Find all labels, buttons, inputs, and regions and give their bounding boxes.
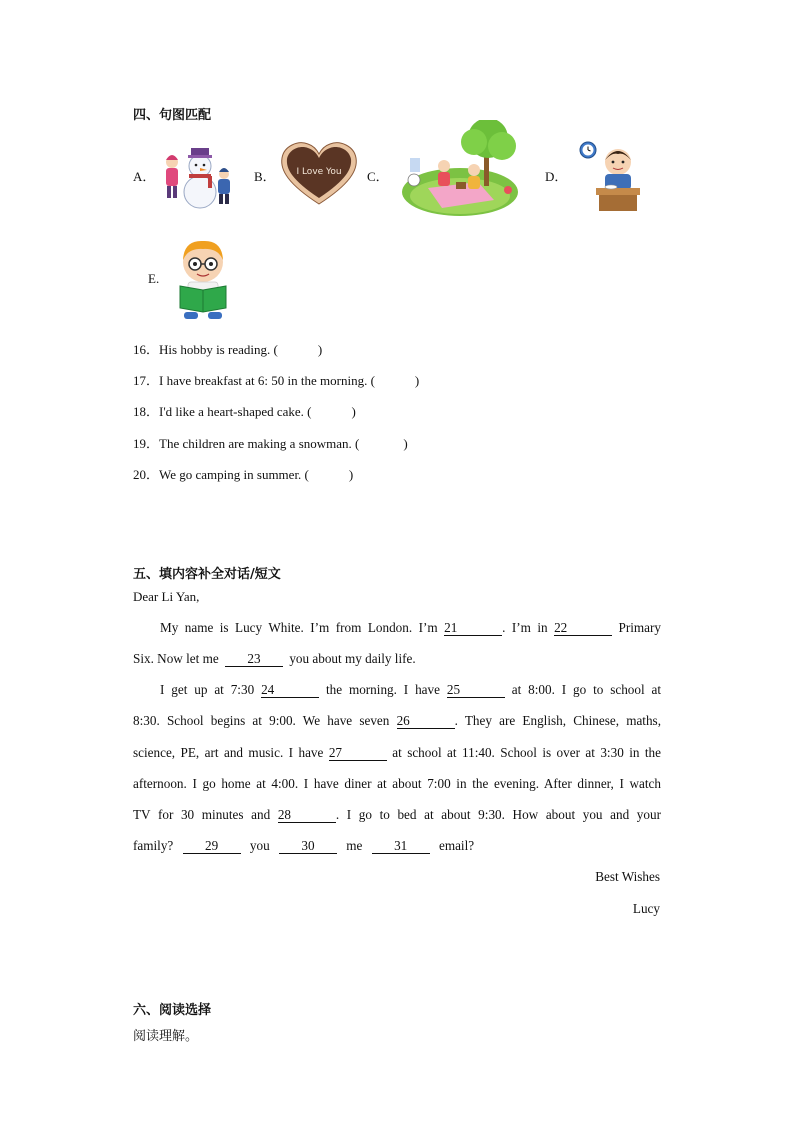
line-text: Primary — [618, 620, 662, 635]
question-20 — [133, 464, 353, 483]
question-close: ) — [348, 467, 354, 482]
line-text: . I go to bed at about 9:30. How about you and your — [335, 807, 661, 822]
line-text: the morning. I have — [325, 682, 440, 697]
snowman-children-image — [160, 140, 238, 212]
letter-line-4 — [133, 713, 661, 729]
line-text: afternoon. I go home at 4:00. I have diner at about 7:00 in the evening. After dinner, I watch — [133, 776, 661, 791]
question-number: 20． — [133, 467, 160, 482]
line-text: family? — [133, 838, 174, 853]
line-text: email? — [438, 838, 475, 853]
line-text: 8:30. School begins at 9:00. We have seven — [133, 713, 390, 728]
letter-signature: Lucy — [632, 901, 660, 916]
section-6-title: 六、阅读选择 — [133, 1003, 212, 1018]
question-19 — [133, 433, 408, 452]
blank-23[interactable]: 23 — [225, 652, 283, 667]
letter-line-2 — [133, 651, 416, 667]
section-6-instruction: 阅读理解。 — [133, 1029, 199, 1044]
question-number: 19． — [133, 436, 160, 451]
letter-line-6 — [133, 776, 661, 792]
question-17 — [133, 370, 419, 389]
question-text: I'd like a heart-shaped cake. ( — [159, 404, 312, 419]
blank-22[interactable]: 22 — [554, 621, 612, 636]
blank-31[interactable]: 31 — [372, 839, 430, 854]
question-close: ) — [414, 373, 420, 388]
letter-closing: Best Wishes — [595, 869, 660, 884]
blank-29[interactable]: 29 — [183, 839, 241, 854]
section-5-title: 五、填内容补全对话/短文 — [133, 567, 281, 582]
option-label-c: C． — [367, 169, 389, 184]
letter-line-1: My name is Lucy White. I’m from London. I’m 21 . I’m in 22 Primary — [160, 620, 662, 635]
option-label-e: E. — [148, 271, 160, 286]
blank-26[interactable]: 26 — [397, 714, 455, 729]
line-text: . They are English, Chinese, maths, — [454, 713, 661, 728]
line-text: My name is Lucy White. I’m from London. I’m — [160, 620, 438, 635]
blank-28[interactable]: 28 — [278, 808, 336, 823]
line-text: I’m in — [511, 620, 548, 635]
line-text: Six. Now let me — [133, 651, 219, 666]
question-text: The children are making a snowman. ( — [159, 436, 360, 451]
option-label-a: A． — [133, 169, 156, 184]
line-text: TV for 30 minutes and — [133, 807, 271, 822]
blank-27[interactable]: 27 — [329, 746, 387, 761]
question-16 — [133, 339, 322, 358]
question-text: I have breakfast at 6: 50 in the morning. ( — [159, 373, 375, 388]
blank-30[interactable]: 30 — [279, 839, 337, 854]
blank-25[interactable]: 25 — [447, 683, 505, 698]
picnic-image — [398, 120, 523, 220]
blank-24[interactable]: 24 — [261, 683, 319, 698]
letter-line-7 — [133, 807, 661, 823]
reading-boy-image — [170, 236, 236, 324]
question-text: His hobby is reading. ( — [159, 342, 278, 357]
heart-cake-text: I Love You — [296, 167, 342, 177]
question-number: 18． — [133, 404, 160, 419]
question-close: ) — [317, 342, 323, 357]
question-number: 17． — [133, 373, 160, 388]
option-label-d: D． — [545, 169, 568, 184]
question-close: ) — [351, 404, 356, 419]
question-close: ) — [403, 436, 408, 451]
line-text: at school at 11:40. School is over at 3:30 in the — [392, 745, 662, 760]
option-label-b: B． — [254, 169, 276, 184]
line-text: I get up at 7:30 — [160, 682, 255, 697]
question-text: We go camping in summer. ( — [159, 467, 309, 482]
letter-line-8 — [133, 838, 474, 854]
line-text: you — [249, 838, 270, 853]
blank-21[interactable]: 21 — [444, 621, 502, 636]
question-number: 16． — [133, 342, 160, 357]
line-text: science, PE, art and music. I have — [133, 745, 324, 760]
letter-line-3 — [133, 682, 661, 698]
letter-line-5 — [133, 745, 661, 761]
section-4-title: 四、句图匹配 — [133, 108, 212, 123]
heart-cake-image — [278, 140, 360, 206]
letter-greeting: Dear Li Yan, — [133, 589, 200, 604]
breakfast-boy-image — [578, 140, 644, 214]
question-18 — [133, 401, 356, 420]
line-text: at 8:00. I go to school at — [511, 682, 662, 697]
line-text: you about my daily life. — [289, 651, 416, 666]
line-text: me — [346, 838, 363, 853]
